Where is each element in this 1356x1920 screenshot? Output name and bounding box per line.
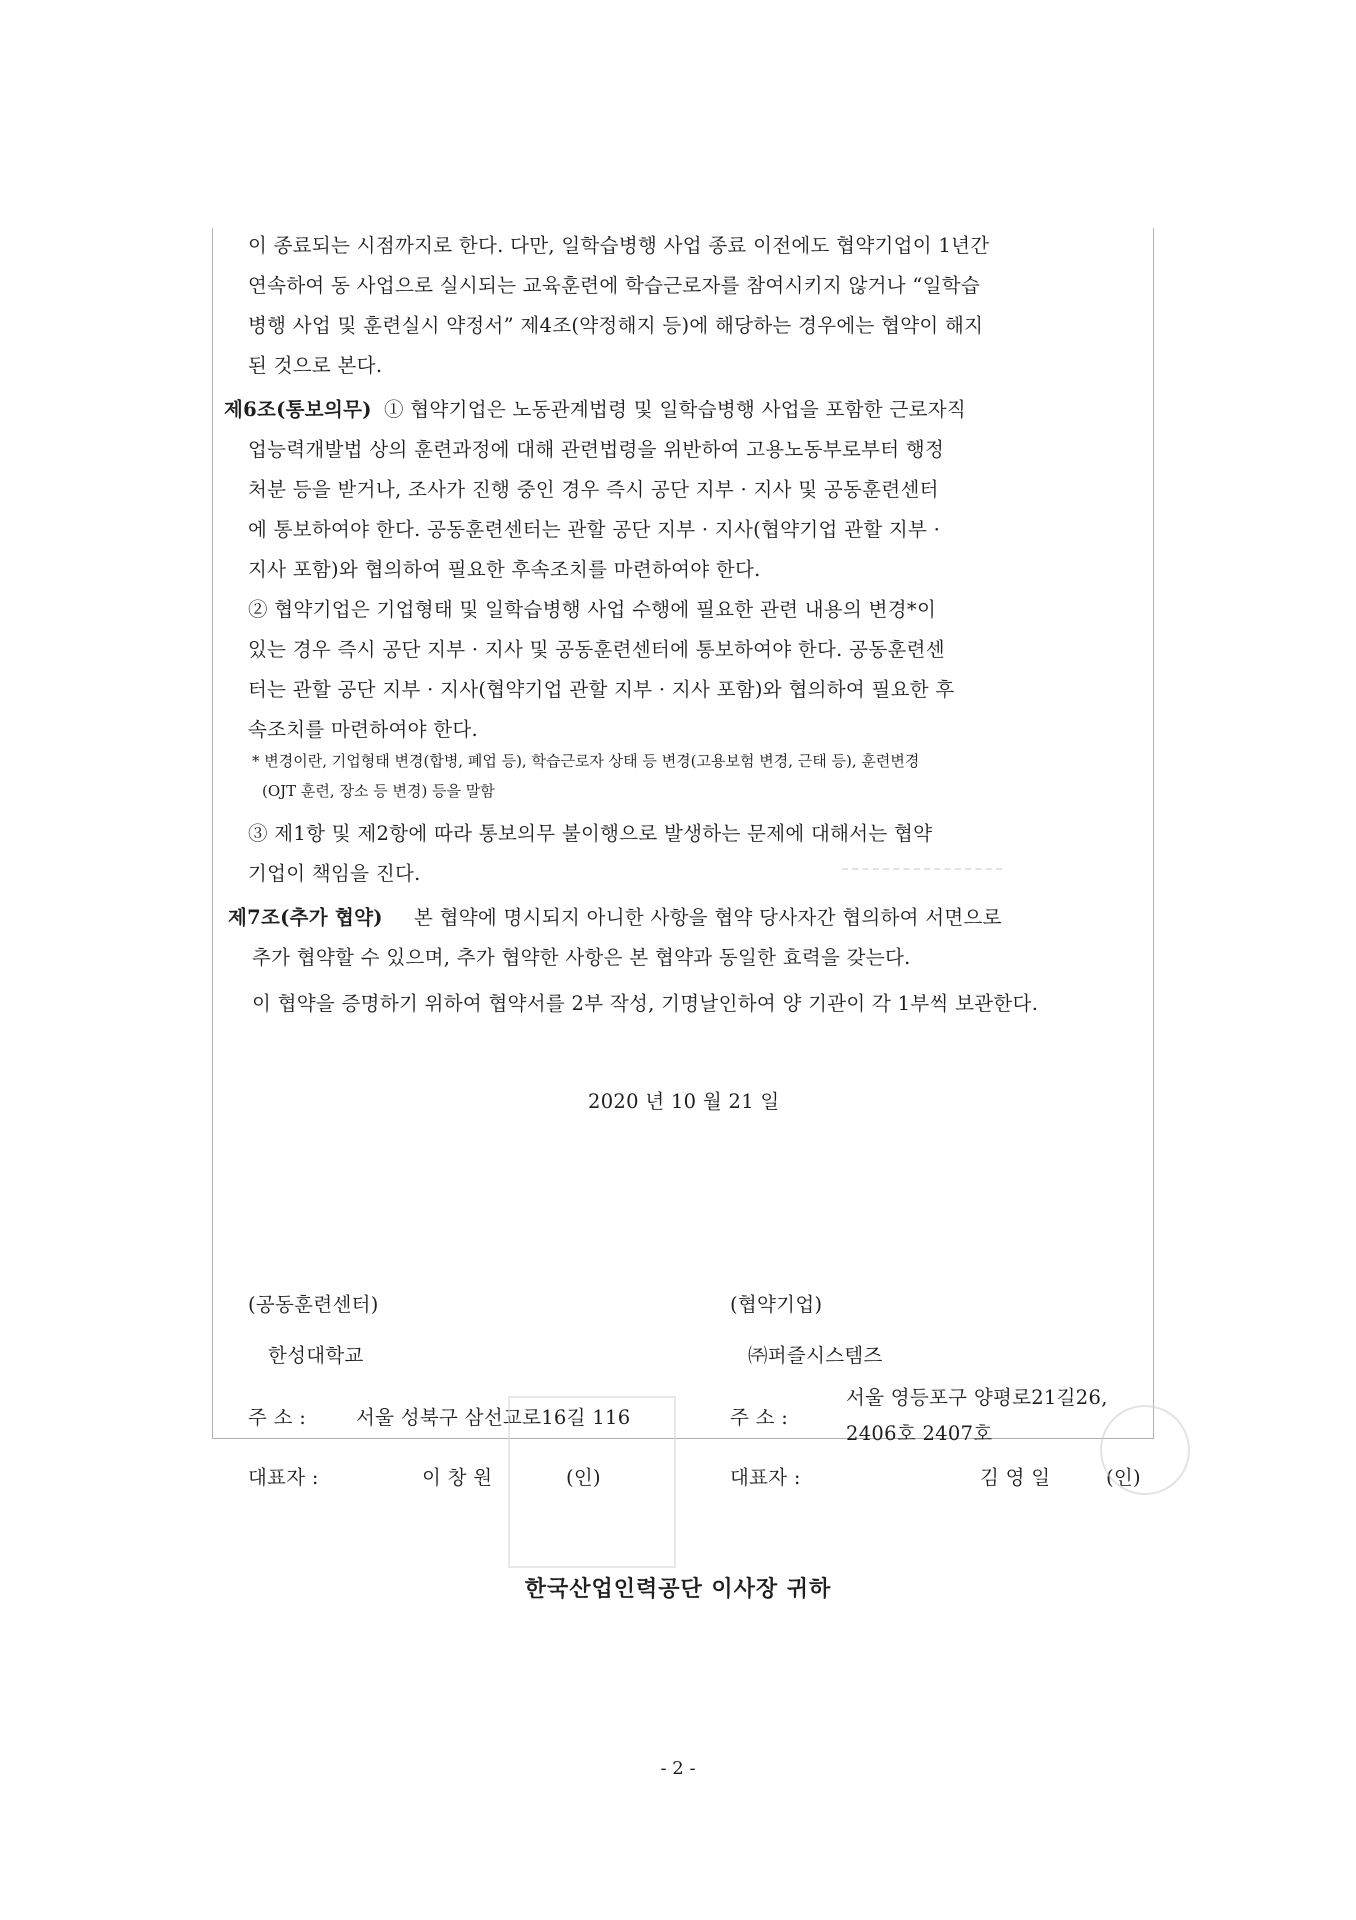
right-rep-name: 김 영 일	[980, 1466, 1051, 1489]
article6-p2-line-4: 속조치를 마련하여야 한다.	[248, 718, 479, 741]
right-address-line-2: 2406호 2407호	[846, 1422, 993, 1445]
article6-p3-line-1: ③ 제1항 및 제2항에 따라 통보의무 불이행으로 발생하는 문제에 대해서는 협약	[248, 822, 933, 845]
continuation-line-1: 이 종료되는 시점까지로 한다. 다만, 일학습병행 사업 종료 이전에도 협약기업이 1년간	[248, 234, 990, 257]
left-party-name: 한성대학교	[268, 1344, 364, 1367]
recipient-line: 한국산업인력공단 이사장 귀하	[524, 1576, 832, 1602]
article6-p3-line-2: 기업이 책임을 진다.	[248, 862, 421, 885]
page-number: - 2 -	[660, 1758, 696, 1779]
left-address-label: 주 소 :	[248, 1406, 307, 1429]
article7-line-1: 본 협약에 명시되지 아니한 사항을 협약 당사자간 협의하여 서면으로	[414, 906, 1002, 929]
right-address-label: 주 소 :	[730, 1406, 789, 1429]
article7-line-2: 추가 협약할 수 있으며, 추가 협약한 사항은 본 협약과 동일한 효력을 갖는다.	[252, 946, 911, 969]
left-seal-stamp	[508, 1396, 676, 1568]
agreement-date: 2020 년 10 월 21 일	[588, 1090, 780, 1113]
article6-p1-line-5: 지사 포함)와 협의하여 필요한 후속조치를 마련하여야 한다.	[248, 558, 761, 581]
continuation-line-4: 된 것으로 본다.	[248, 354, 383, 377]
continuation-line-2: 연속하여 동 사업으로 실시되는 교육훈련에 학습근로자를 참여시키지 않거나 “일학습	[248, 274, 981, 297]
right-address-line-1: 서울 영등포구 양평로21길26,	[846, 1386, 1108, 1409]
closing-statement: 이 협약을 증명하기 위하여 협약서를 2부 작성, 기명날인하여 양 기관이 각 1부씩 보관한다.	[252, 992, 1039, 1015]
footnote-line-1: * 변경이란, 기업형태 변경(합병, 폐업 등), 학습근로자 상태 등 변경(고용보험 변경, 근태 등), 훈련변경	[252, 752, 920, 770]
footnote-line-2: (OJT 훈련, 장소 등 변경) 등을 말함	[262, 782, 495, 800]
article6-p1-line-3: 처분 등을 받거나, 조사가 진행 중인 경우 즉시 공단 지부 · 지사 및 공동훈련센터	[248, 478, 939, 501]
continuation-line-3: 병행 사업 및 훈련실시 약정서” 제4조(약정해지 등)에 해당하는 경우에는 협약이 해지	[248, 314, 984, 337]
left-rep-name: 이 창 원	[422, 1466, 493, 1489]
article6-p1-line-2: 업능력개발법 상의 훈련과정에 대해 관련법령을 위반하여 고용노동부로부터 행정	[248, 438, 945, 461]
article6-p1-line-1: ① 협약기업은 노동관계법령 및 일학습병행 사업을 포함한 근로자직	[384, 398, 966, 421]
right-seal-mark: (인)	[1106, 1466, 1141, 1489]
right-rep-label: 대표자 :	[730, 1466, 801, 1489]
right-party-label: (협약기업)	[730, 1293, 823, 1316]
left-address: 서울 성북구 삼선교로16길 116	[356, 1406, 631, 1429]
left-rep-label: 대표자 :	[248, 1466, 319, 1489]
article7-heading: 제7조(추가 협약)	[228, 906, 383, 929]
article6-heading: 제6조(통보의무)	[224, 398, 372, 421]
article6-p2-line-2: 있는 경우 즉시 공단 지부 · 지사 및 공동훈련센터에 통보하여야 한다. 공동훈련센	[248, 638, 945, 661]
article6-p2-line-3: 터는 관할 공단 지부 · 지사(협약기업 관할 지부 · 지사 포함)와 협의하여 필요한 후	[248, 678, 955, 701]
right-party-name: ㈜퍼즐시스템즈	[748, 1344, 883, 1367]
left-seal-mark: (인)	[566, 1466, 601, 1489]
right-seal-stamp	[1100, 1405, 1190, 1495]
left-party-label: (공동훈련센터)	[248, 1293, 379, 1316]
article6-p1-line-4: 에 통보하여야 한다. 공동훈련센터는 관할 공단 지부 · 지사(협약기업 관할 지부 ·	[248, 518, 941, 541]
article6-p2-line-1: ② 협약기업은 기업형태 및 일학습병행 사업 수행에 필요한 관련 내용의 변경*이	[248, 598, 937, 621]
